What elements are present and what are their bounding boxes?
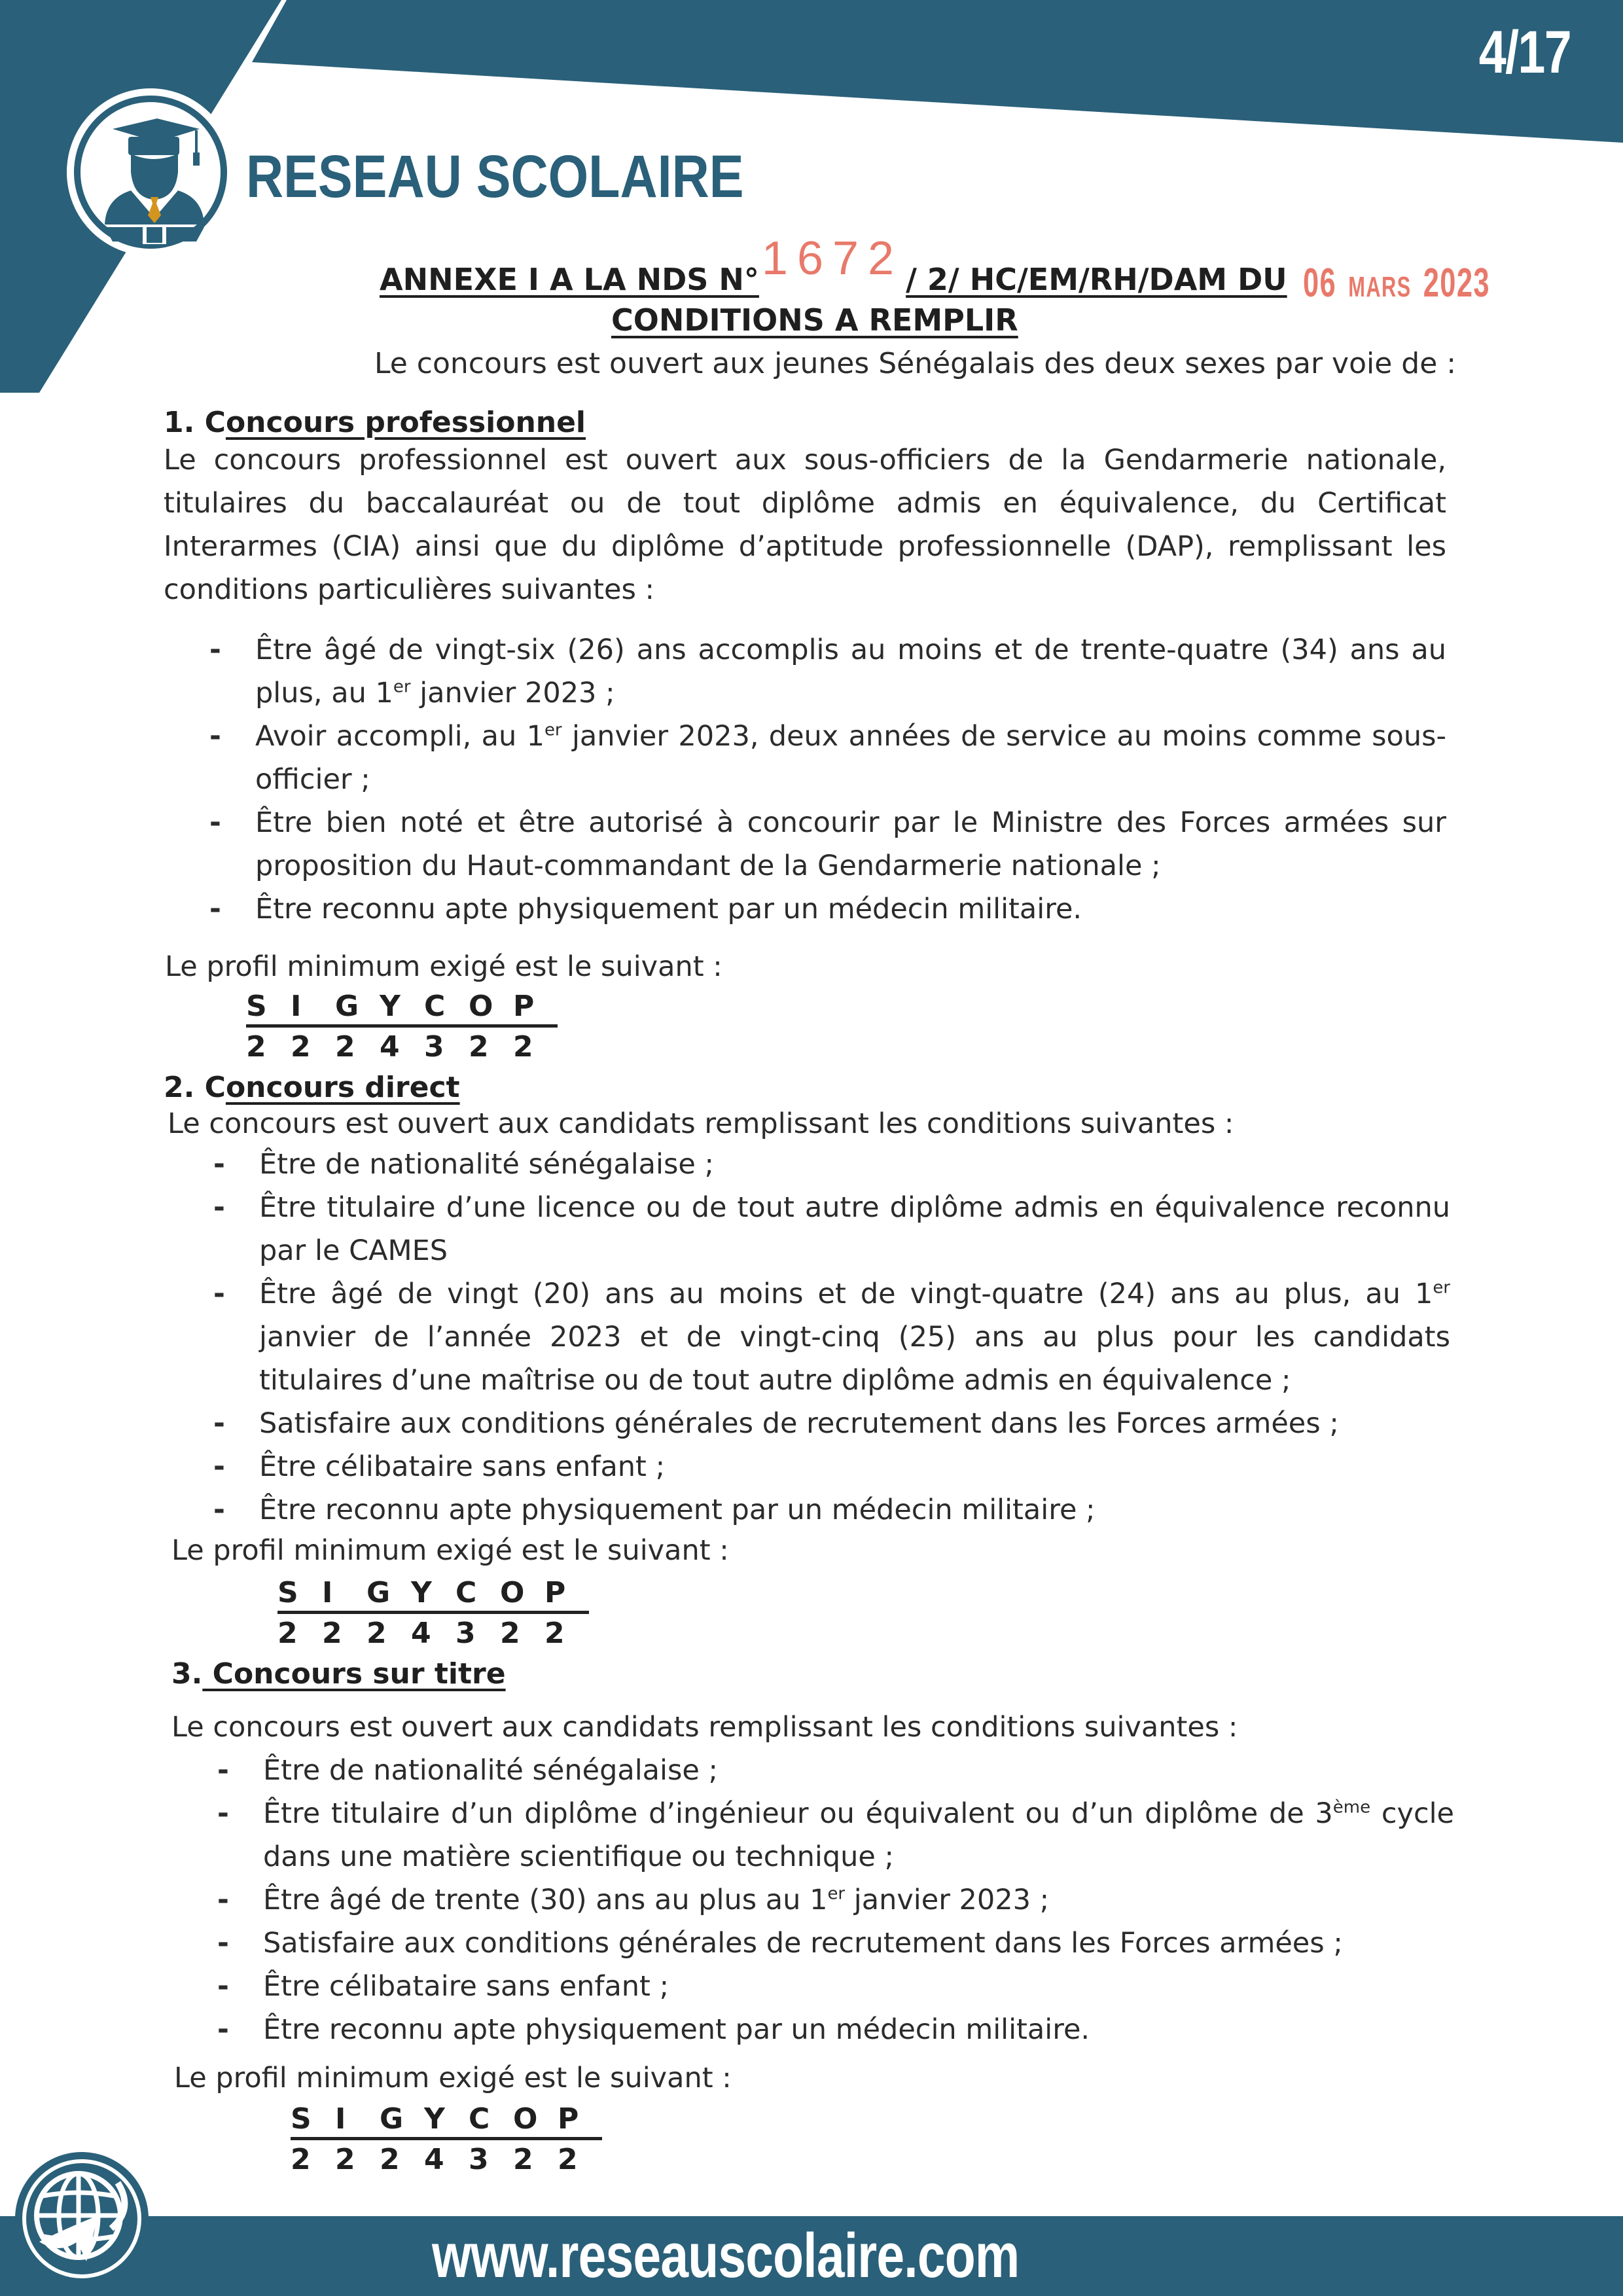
website-link[interactable]: www.reseauscolaire.com	[432, 2221, 1020, 2291]
list-item: - Être de nationalité sénégalaise ;	[217, 1749, 1454, 1792]
bullet-dash: -	[217, 1754, 229, 1787]
sigycop-values: 2 2 2 4 3 2 2	[291, 2143, 578, 2176]
stamp-number: 1672	[761, 232, 904, 285]
bullet-dash: -	[217, 2013, 229, 2046]
profile-label: Le profil minimum exigé est le suivant :	[174, 2062, 732, 2094]
bullet-dash: -	[213, 1450, 225, 1483]
section-heading	[171, 1657, 506, 1691]
sigycop-letters: S I G Y C O P	[246, 990, 558, 1028]
list-item: - Être titulaire d’un diplôme d’ingénieur ou équivalent ou d’un diplôme de 3ème cycle dans une matière scientifique ou technique ;	[217, 1792, 1454, 1878]
bullet-dash: -	[217, 1797, 229, 1830]
list-item: - Être âgé de vingt-six (26) ans accomplis au moins et de trente-quatre (34) ans au plus, au 1er janvier 2023 ;	[209, 628, 1446, 715]
condition-list	[213, 1143, 1450, 1532]
stamp-month: MARS	[1347, 271, 1412, 303]
stamp-year: 2023	[1423, 260, 1490, 306]
document-title	[380, 232, 1570, 306]
profile-label: Le profil minimum exigé est le suivant :	[165, 950, 722, 983]
section-title: oncours direct	[225, 1071, 460, 1104]
stamp-date	[1303, 260, 1490, 306]
sigycop-values: 2 2 2 4 3 2 2	[246, 1030, 533, 1064]
list-item: - Être reconnu apte physiquement par un médecin militaire.	[209, 888, 1446, 931]
sigycop-profile	[277, 1576, 589, 1650]
section-number: 2. C	[164, 1071, 226, 1104]
section-heading	[164, 406, 586, 439]
bullet-dash: -	[217, 1884, 229, 1916]
bullet-dash: -	[213, 1494, 225, 1526]
document-subtitle: CONDITIONS A REMPLIR	[611, 302, 1018, 338]
section-paragraph: Le concours professionnel est ouvert aux sous-officiers de la Gendarmerie nationale, titulaires du baccalauréat ou de tout diplôme admis en équivalence, du Certificat Interarmes (CIA) ainsi que du diplôme d’aptitude professionnelle (DAP), remplissant les conditions particulières suivantes :	[164, 444, 1446, 606]
list-item: - Satisfaire aux conditions générales de recrutement dans les Forces armées ;	[213, 1402, 1450, 1445]
sigycop-letters: S I G Y C O P	[277, 1576, 589, 1614]
list-item: - Être reconnu apte physiquement par un médecin militaire.	[217, 2008, 1454, 2051]
list-item: - Satisfaire aux conditions générales de recrutement dans les Forces armées ;	[217, 1922, 1454, 1965]
section-title: Concours sur titre	[202, 1657, 506, 1691]
bullet-dash: -	[213, 1407, 225, 1440]
bullet-dash: -	[213, 1148, 225, 1181]
bullet-dash: -	[209, 634, 221, 666]
sigycop-profile	[291, 2102, 602, 2176]
bullet-dash: -	[209, 720, 221, 753]
stamp-day: 06	[1302, 260, 1336, 306]
bullet-dash: -	[217, 1927, 229, 1960]
bullet-dash: -	[213, 1191, 225, 1224]
bullet-dash: -	[213, 1278, 225, 1310]
list-item: - Être de nationalité sénégalaise ;	[213, 1143, 1450, 1186]
list-item: - Être reconnu apte physiquement par un médecin militaire ;	[213, 1488, 1450, 1532]
intro-text: Le concours est ouvert aux jeunes Sénégalais des deux sexes par voie de :	[374, 347, 1457, 380]
section-paragraph: Le concours est ouvert aux candidats remplissant les conditions suivantes :	[168, 1107, 1234, 1140]
condition-list	[209, 628, 1446, 931]
section-number: 3.	[171, 1657, 203, 1691]
title-prefix: ANNEXE I A LA NDS N°	[380, 262, 759, 297]
sigycop-values: 2 2 2 4 3 2 2	[277, 1617, 565, 1650]
graduate-icon	[65, 87, 236, 257]
globe-icon	[13, 2150, 151, 2287]
condition-list	[217, 1749, 1454, 2051]
bullet-dash: -	[209, 893, 221, 925]
list-item: - Avoir accompli, au 1er janvier 2023, deux années de service au moins comme sous-officier ;	[209, 715, 1446, 801]
list-item: - Être âgé de trente (30) ans au plus au 1er janvier 2023 ;	[217, 1878, 1454, 1922]
section-heading	[164, 1071, 460, 1104]
page-indicator: 4/17	[1478, 19, 1571, 86]
list-item: - Être bien noté et être autorisé à concourir par le Ministre des Forces armées sur proposition du Haut-commandant de la Gendarmerie nationale ;	[209, 801, 1446, 888]
list-item: - Être titulaire d’une licence ou de tout autre diplôme admis en équivalence reconnu par le CAMES	[213, 1186, 1450, 1272]
sigycop-letters: S I G Y C O P	[291, 2102, 602, 2140]
sigycop-profile	[246, 990, 558, 1064]
section-paragraph: Le concours est ouvert aux candidats remplissant les conditions suivantes :	[171, 1711, 1238, 1744]
bullet-dash: -	[209, 806, 221, 839]
section-title: oncours professionnel	[225, 406, 586, 439]
profile-label: Le profil minimum exigé est le suivant :	[171, 1534, 729, 1567]
list-item: - Être célibataire sans enfant ;	[217, 1965, 1454, 2008]
list-item: - Être célibataire sans enfant ;	[213, 1445, 1450, 1488]
bullet-dash: -	[217, 1970, 229, 2003]
section-number: 1. C	[164, 406, 226, 439]
list-item: - Être âgé de vingt (20) ans au moins et de vingt-quatre (24) ans au plus, au 1er janvier de l’année 2023 et de vingt-cinq (25) ans au plus pour les candidats titulaires d’une maîtrise ou de tout autre diplôme admis en équivalence ;	[213, 1272, 1450, 1402]
title-suffix: / 2/ HC/EM/RH/DAM DU	[906, 262, 1287, 297]
brand-name: RESEAU SCOLAIRE	[246, 143, 744, 210]
